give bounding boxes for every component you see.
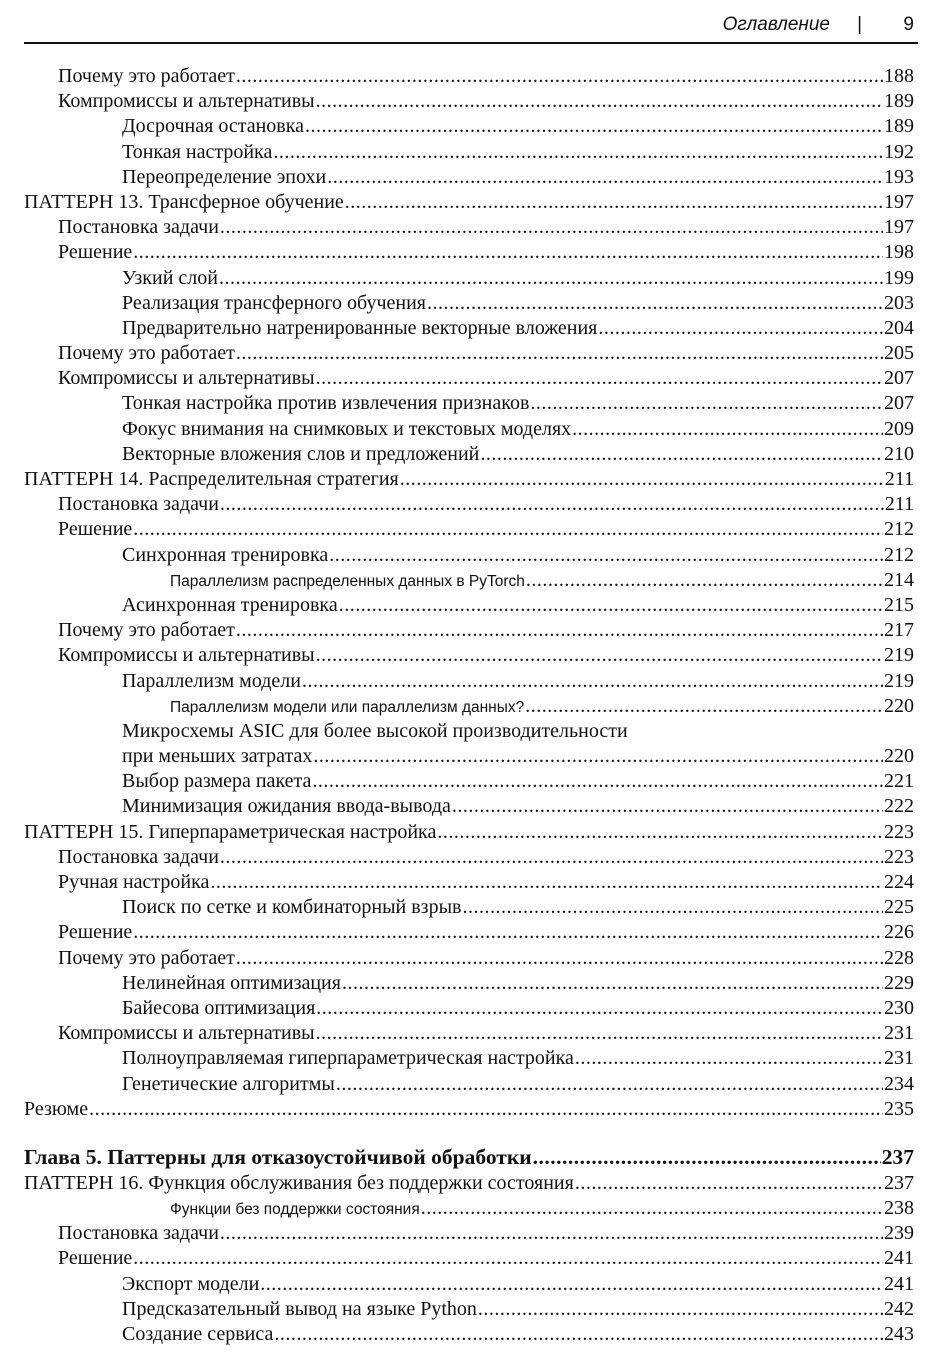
toc-entry[interactable] bbox=[24, 1297, 914, 1322]
toc-entry[interactable] bbox=[24, 895, 914, 920]
dot-leader bbox=[133, 1246, 883, 1271]
toc-entry[interactable] bbox=[24, 366, 914, 391]
dot-leader bbox=[236, 946, 883, 971]
toc-entry-page: 207 bbox=[884, 392, 914, 415]
toc-entry-title: Микросхемы ASIC для более высокой производительности bbox=[122, 719, 628, 742]
toc-entry-page: 204 bbox=[884, 316, 914, 339]
dot-leader bbox=[273, 140, 883, 165]
toc-entry-sidebar[interactable] bbox=[24, 568, 914, 593]
toc-entry[interactable] bbox=[24, 643, 914, 668]
dot-leader bbox=[526, 568, 883, 593]
toc-entry-title: Создание сервиса bbox=[122, 1323, 274, 1345]
toc-entry[interactable] bbox=[24, 769, 914, 794]
toc-entry-page: 193 bbox=[884, 165, 914, 188]
toc-entry-title: Постановка задачи bbox=[58, 216, 219, 239]
toc-entry-title: ПАТТЕРН 16. Функция обслуживания без поддержки состояния bbox=[24, 1171, 574, 1194]
toc-entry[interactable] bbox=[24, 1021, 914, 1046]
toc-entry-title: Байесова оптимизация bbox=[122, 996, 316, 1019]
toc-entry-title: Генетические алгоритмы bbox=[122, 1072, 335, 1095]
toc-entry-pattern[interactable] bbox=[24, 820, 914, 845]
dot-leader bbox=[210, 870, 883, 895]
toc-entry[interactable] bbox=[24, 1272, 914, 1297]
toc-entry[interactable] bbox=[24, 920, 914, 945]
dot-leader bbox=[478, 1297, 883, 1322]
toc-entry-page: 211 bbox=[884, 468, 914, 490]
toc-entry-title: Реализация трансферного обучения bbox=[122, 291, 426, 314]
toc-entry[interactable] bbox=[24, 618, 914, 643]
toc-entry-page: 197 bbox=[884, 216, 914, 239]
toc-entry[interactable] bbox=[24, 1072, 914, 1097]
toc-entry-pattern[interactable] bbox=[24, 1171, 914, 1196]
toc-entry-title: Асинхронная тренировка bbox=[122, 593, 338, 616]
toc-entry-page: 214 bbox=[884, 568, 914, 591]
toc-entry-page: 225 bbox=[884, 896, 914, 919]
toc-entry[interactable] bbox=[24, 442, 914, 467]
toc-entry-title: ПАТТЕРН 14. Распределительная стратегия bbox=[24, 468, 399, 490]
running-head-title: Оглавление bbox=[722, 14, 830, 35]
toc-entry-title: Параллелизм модели или параллелизм данных? bbox=[170, 698, 525, 716]
toc-entry-page: 207 bbox=[884, 367, 914, 390]
toc-entry-page: 205 bbox=[884, 342, 914, 365]
toc-entry-page: 242 bbox=[884, 1297, 914, 1320]
dot-leader bbox=[336, 1072, 883, 1097]
toc-entry-page: 241 bbox=[884, 1247, 914, 1270]
toc-entry-title: ПАТТЕРН 13. Трансферное обучение bbox=[24, 190, 344, 213]
toc-entry-page: 237 bbox=[881, 1144, 914, 1169]
toc-entry-title: Компромиссы и альтернативы bbox=[58, 1022, 315, 1045]
dot-leader bbox=[339, 593, 883, 618]
page-number: 9 bbox=[903, 14, 914, 35]
toc-entry-sidebar[interactable] bbox=[24, 1196, 914, 1221]
toc-entry-sidebar[interactable] bbox=[24, 694, 914, 719]
toc-entry-title: Экспорт модели bbox=[122, 1272, 260, 1295]
toc-entry-title: Тонкая настройка против извлечения признаков bbox=[122, 392, 530, 415]
toc-entry-page: 238 bbox=[884, 1197, 914, 1220]
dot-leader bbox=[274, 1322, 883, 1347]
toc-entry-page: 237 bbox=[884, 1171, 914, 1194]
toc-entry-title: Решение bbox=[58, 921, 133, 944]
dot-leader bbox=[260, 1272, 883, 1297]
toc-entry-title: Тонкая настройка bbox=[122, 140, 273, 163]
toc-entry-page: 210 bbox=[884, 442, 914, 465]
toc-entry-title: Резюме bbox=[24, 1097, 89, 1120]
toc-entry[interactable] bbox=[24, 1097, 914, 1122]
dot-leader bbox=[400, 467, 884, 492]
toc-entry[interactable] bbox=[24, 996, 914, 1021]
dot-leader bbox=[89, 1097, 883, 1122]
toc-entry-page: 222 bbox=[884, 795, 914, 818]
toc-entry-page: 212 bbox=[884, 518, 914, 541]
toc-entry-title: при меньших затратах bbox=[122, 745, 313, 768]
toc-entry-title: Компромиссы и альтернативы bbox=[58, 367, 315, 390]
toc-entry-page: 211 bbox=[884, 493, 914, 516]
dot-leader bbox=[219, 266, 883, 291]
toc-entry-title: Нелинейная оптимизация bbox=[122, 971, 341, 994]
dot-leader bbox=[480, 442, 883, 467]
toc-entry-page: 243 bbox=[884, 1323, 914, 1345]
table-of-contents bbox=[24, 64, 914, 1347]
dot-leader bbox=[220, 1221, 883, 1246]
toc-entry-page: 231 bbox=[884, 1047, 914, 1070]
dot-leader bbox=[220, 845, 883, 870]
dot-leader bbox=[533, 1143, 881, 1171]
dot-leader bbox=[342, 971, 883, 996]
toc-entry-title: Почему это работает bbox=[58, 342, 235, 365]
dot-leader bbox=[302, 669, 883, 694]
toc-entry-page: 223 bbox=[884, 845, 914, 868]
toc-entry-page: 221 bbox=[884, 770, 914, 793]
dot-leader bbox=[427, 291, 883, 316]
dot-leader bbox=[327, 165, 883, 190]
toc-entry-page: 209 bbox=[884, 417, 914, 440]
toc-entry[interactable] bbox=[24, 543, 914, 568]
dot-leader bbox=[236, 618, 883, 643]
toc-entry-page: 223 bbox=[884, 820, 914, 843]
toc-entry-title: Компромиссы и альтернативы bbox=[58, 90, 315, 113]
toc-entry-title: Постановка задачи bbox=[58, 1222, 219, 1245]
dot-leader bbox=[316, 643, 883, 668]
toc-entry-page: 230 bbox=[884, 996, 914, 1019]
dot-leader bbox=[575, 1171, 883, 1196]
toc-entry-title: Векторные вложения слов и предложений bbox=[122, 442, 480, 465]
toc-entry[interactable] bbox=[24, 1246, 914, 1271]
dot-leader bbox=[316, 996, 883, 1021]
toc-entry-title: Компромиссы и альтернативы bbox=[58, 644, 315, 667]
toc-entry-page: 219 bbox=[884, 644, 914, 667]
toc-entry[interactable] bbox=[24, 240, 914, 265]
toc-entry-page: 231 bbox=[884, 1022, 914, 1045]
toc-entry-title: Постановка задачи bbox=[58, 845, 219, 868]
toc-entry[interactable] bbox=[24, 316, 914, 341]
toc-entry-title: Предварительно натренированные векторные вложения bbox=[122, 316, 598, 339]
toc-entry-page: 226 bbox=[884, 921, 914, 944]
running-head-separator: | bbox=[857, 14, 862, 35]
dot-leader bbox=[598, 316, 883, 341]
dot-leader bbox=[220, 215, 883, 240]
toc-entry[interactable] bbox=[24, 291, 914, 316]
toc-entry[interactable] bbox=[24, 341, 914, 366]
toc-entry-title: Полноуправляемая гиперпараметрическая настройка bbox=[122, 1047, 574, 1070]
toc-entry-page: 217 bbox=[884, 619, 914, 642]
toc-entry[interactable] bbox=[24, 517, 914, 542]
toc-entry[interactable] bbox=[24, 165, 914, 190]
dot-leader bbox=[437, 820, 883, 845]
toc-entry-title: Почему это работает bbox=[58, 946, 235, 969]
toc-entry[interactable] bbox=[24, 1221, 914, 1246]
toc-entry-page: 228 bbox=[884, 946, 914, 969]
toc-entry-title: Синхронная тренировка bbox=[122, 543, 329, 566]
toc-entry-title: Поиск по сетке и комбинаторный взрыв bbox=[122, 896, 462, 919]
dot-leader bbox=[312, 769, 883, 794]
toc-entry[interactable] bbox=[24, 140, 914, 165]
dot-leader bbox=[572, 417, 883, 442]
toc-entry-page: 239 bbox=[884, 1222, 914, 1245]
toc-entry-title: Узкий слой bbox=[122, 266, 218, 289]
dot-leader bbox=[133, 517, 883, 542]
toc-entry[interactable] bbox=[24, 669, 914, 694]
toc-entry-title: Фокус внимания на снимковых и текстовых моделях bbox=[122, 417, 572, 440]
toc-entry[interactable] bbox=[24, 1322, 914, 1347]
toc-entry-title: Постановка задачи bbox=[58, 493, 219, 516]
toc-entry-title: Параллелизм модели bbox=[122, 669, 301, 692]
toc-entry[interactable] bbox=[24, 870, 914, 895]
toc-entry-title: Функции без поддержки состояния bbox=[170, 1201, 420, 1219]
dot-leader bbox=[530, 391, 883, 416]
toc-entry-title: Переопределение эпохи bbox=[122, 165, 327, 188]
toc-entry-title: Предсказательный вывод на языке Python bbox=[122, 1297, 477, 1320]
toc-entry-title: Решение bbox=[58, 1247, 133, 1270]
dot-leader bbox=[452, 794, 883, 819]
toc-entry-chapter[interactable] bbox=[24, 1143, 914, 1171]
toc-entry-pattern[interactable] bbox=[24, 190, 914, 215]
toc-entry[interactable] bbox=[24, 845, 914, 870]
toc-entry-page: 199 bbox=[884, 266, 914, 289]
toc-entry-page: 188 bbox=[884, 65, 914, 87]
toc-entry[interactable] bbox=[24, 417, 914, 442]
dot-leader bbox=[236, 341, 883, 366]
toc-entry[interactable] bbox=[24, 64, 914, 89]
toc-entry-page: 241 bbox=[884, 1272, 914, 1295]
toc-entry-page: 203 bbox=[884, 291, 914, 314]
toc-entry-page: 198 bbox=[884, 241, 914, 264]
toc-entry[interactable] bbox=[24, 89, 914, 114]
toc-entry-page: 229 bbox=[884, 971, 914, 994]
toc-entry[interactable] bbox=[24, 492, 914, 517]
toc-entry-page: 189 bbox=[884, 115, 914, 138]
dot-leader bbox=[316, 366, 883, 391]
toc-entry-page: 219 bbox=[884, 669, 914, 692]
dot-leader bbox=[421, 1196, 883, 1221]
dot-leader bbox=[462, 895, 883, 920]
dot-leader bbox=[316, 89, 883, 114]
dot-leader bbox=[313, 744, 883, 769]
dot-leader bbox=[329, 543, 883, 568]
toc-entry[interactable] bbox=[24, 1046, 914, 1071]
dot-leader bbox=[575, 1046, 883, 1071]
dot-leader bbox=[236, 64, 883, 89]
toc-entry[interactable] bbox=[24, 744, 914, 769]
toc-entry-page: 215 bbox=[884, 593, 914, 616]
toc-entry-pattern[interactable] bbox=[24, 467, 914, 492]
toc-entry-title: Досрочная остановка bbox=[122, 115, 305, 138]
toc-entry[interactable] bbox=[24, 794, 914, 819]
toc-entry-title: Глава 5. Паттерны для отказоустойчивой обработки bbox=[24, 1144, 532, 1169]
toc-entry-page: 192 bbox=[884, 140, 914, 163]
page-header bbox=[24, 10, 918, 44]
toc-entry-title: ПАТТЕРН 15. Гиперпараметрическая настройка bbox=[24, 820, 437, 843]
dot-leader bbox=[133, 240, 883, 265]
dot-leader bbox=[133, 920, 883, 945]
toc-entry[interactable] bbox=[24, 946, 914, 971]
toc-entry[interactable] bbox=[24, 971, 914, 996]
toc-entry-page: 212 bbox=[884, 543, 914, 566]
toc-entry-title: Решение bbox=[58, 518, 133, 541]
dot-leader bbox=[525, 694, 883, 719]
dot-leader bbox=[316, 1021, 883, 1046]
toc-entry-page: 224 bbox=[884, 871, 914, 893]
dot-leader bbox=[220, 492, 884, 517]
toc-entry-page: 234 bbox=[884, 1072, 914, 1095]
toc-entry-first-line[interactable] bbox=[24, 719, 914, 744]
toc-entry-title: Ручная настройка bbox=[58, 871, 210, 893]
toc-entry[interactable] bbox=[24, 391, 914, 416]
toc-entry-page: 220 bbox=[884, 745, 914, 768]
toc-entry-title: Параллелизм распределенных данных в PyTorch bbox=[170, 572, 525, 590]
toc-entry-title: Почему это работает bbox=[58, 65, 235, 87]
toc-entry-page: 220 bbox=[884, 694, 914, 717]
toc-entry-page: 235 bbox=[884, 1097, 914, 1120]
toc-entry[interactable] bbox=[24, 215, 914, 240]
toc-entry-title: Минимизация ожидания ввода-вывода bbox=[122, 795, 451, 818]
dot-leader bbox=[345, 190, 883, 215]
toc-entry-title: Решение bbox=[58, 241, 133, 264]
toc-entry[interactable] bbox=[24, 114, 914, 139]
toc-entry-title: Почему это работает bbox=[58, 619, 235, 642]
dot-leader bbox=[305, 114, 883, 139]
toc-entry[interactable] bbox=[24, 593, 914, 618]
toc-entry-title: Выбор размера пакета bbox=[122, 770, 312, 793]
toc-entry-page: 189 bbox=[884, 90, 914, 113]
toc-entry[interactable] bbox=[24, 266, 914, 291]
toc-entry-page: 197 bbox=[884, 190, 914, 213]
